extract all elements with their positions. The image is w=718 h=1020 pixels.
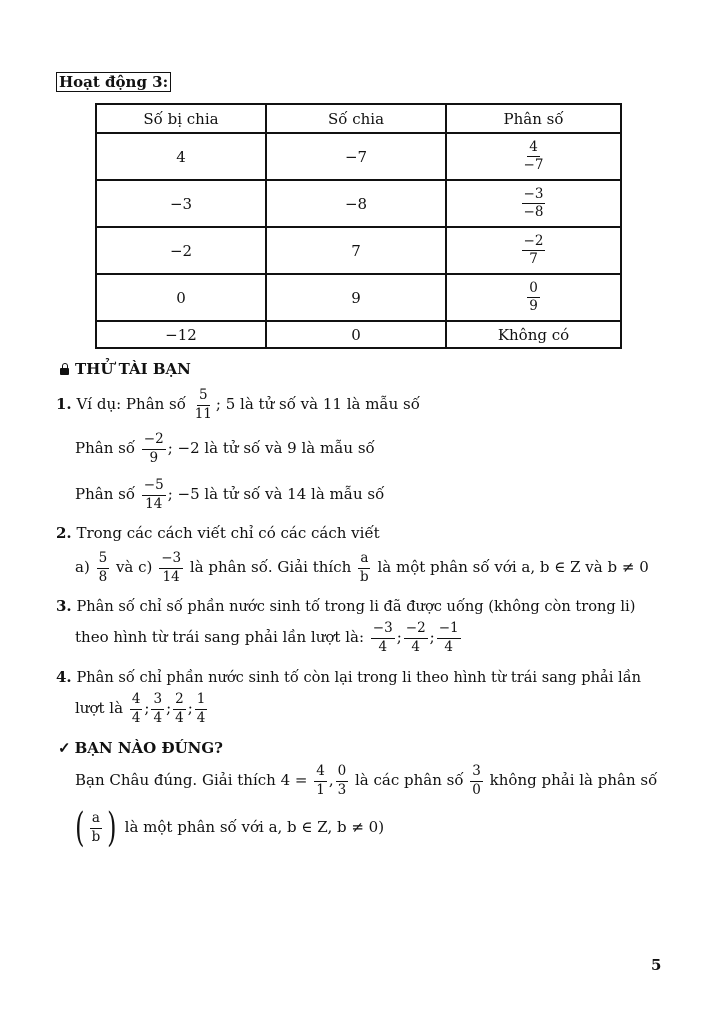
text: và c) bbox=[115, 558, 153, 576]
lock-icon bbox=[60, 363, 69, 375]
denominator: 3 bbox=[337, 781, 347, 798]
question-number: 3. bbox=[56, 597, 72, 615]
table-row bbox=[96, 274, 621, 321]
text: theo hình từ trái sang phải lần lượt là: bbox=[75, 628, 365, 646]
text: ; 5 là tử số và 11 là mẫu số bbox=[215, 395, 420, 413]
question-4-line-1 bbox=[56, 668, 641, 686]
numerator: −2 bbox=[522, 235, 546, 252]
fraction bbox=[130, 693, 143, 725]
question-number: 2. bbox=[56, 524, 72, 542]
denominator: 9 bbox=[529, 298, 538, 314]
numerator: −2 bbox=[142, 433, 166, 450]
denominator: 4 bbox=[411, 638, 421, 655]
fraction bbox=[358, 552, 371, 584]
denominator: 4 bbox=[131, 709, 141, 726]
denominator: −8 bbox=[523, 204, 544, 220]
question-2-line-2 bbox=[75, 552, 649, 584]
numerator: −3 bbox=[371, 622, 395, 639]
fraction bbox=[195, 693, 208, 725]
denominator: 4 bbox=[378, 638, 388, 655]
denominator: 4 bbox=[175, 709, 184, 726]
fraction bbox=[522, 138, 546, 173]
fraction bbox=[90, 812, 103, 844]
table-header-row bbox=[96, 104, 621, 133]
numerator: a bbox=[90, 812, 102, 829]
answer-line-1: Bạn Châu đúng. Giải thích 4 = $\frac{4}{1}$ , $\frac{0}{3}$ là các phân số $\frac{3}{0}$ không phải là phân số bbox=[75, 763, 658, 798]
question-3-line-2: theo hình từ trái sang phải lần lượt là: $\frac{-3}{4}$ ; $\frac{-2}{4}$ ; $\frac{-1}{4}$ bbox=[75, 620, 459, 655]
right-paren: ) bbox=[107, 805, 117, 851]
header-dividend: Số bị chia bbox=[96, 104, 266, 133]
numerator: −1 bbox=[437, 622, 461, 639]
fraction bbox=[193, 389, 214, 421]
text: Phân số chỉ số phần nước sinh tố trong li đã được uống (không còn trong li) bbox=[76, 598, 636, 615]
question-3-line-1 bbox=[56, 597, 635, 615]
fraction bbox=[522, 232, 546, 267]
text: Ví dụ: Phân số bbox=[76, 395, 186, 413]
denominator: 1 bbox=[316, 781, 325, 798]
text: là các phân số bbox=[354, 771, 464, 789]
numerator: −3 bbox=[159, 552, 183, 569]
fraction bbox=[522, 185, 546, 220]
denominator: 9 bbox=[149, 449, 159, 466]
denominator: 4 bbox=[444, 638, 453, 655]
cell-dividend: −12 bbox=[96, 321, 266, 348]
text: Trong các cách viết chỉ có các cách viết bbox=[76, 524, 380, 542]
cell-fraction-text: Không có bbox=[446, 321, 621, 348]
numerator: 0 bbox=[527, 282, 540, 299]
fraction bbox=[371, 622, 395, 654]
section-heading-try bbox=[60, 360, 191, 378]
cell-dividend: −2 bbox=[96, 227, 266, 274]
denominator: 11 bbox=[194, 405, 212, 422]
fraction bbox=[173, 693, 186, 725]
header-fraction: Phân số bbox=[446, 104, 621, 133]
text: Phân số bbox=[75, 439, 135, 457]
text: Bạn Châu đúng. Giải thích 4 = bbox=[75, 771, 308, 789]
question-2-line-1 bbox=[56, 524, 380, 542]
fraction bbox=[142, 479, 166, 511]
cell-dividend: −3 bbox=[96, 180, 266, 227]
fraction bbox=[159, 552, 183, 584]
left-paren: ( bbox=[75, 805, 85, 851]
numerator: −2 bbox=[404, 622, 428, 639]
fraction bbox=[142, 433, 166, 465]
denominator: b bbox=[91, 828, 101, 845]
answer-line-2 bbox=[72, 805, 385, 851]
cell-divisor: 9 bbox=[266, 274, 446, 321]
section-title: THỬ TÀI BẠN bbox=[75, 360, 191, 378]
text: ; −5 là tử số và 14 là mẫu số bbox=[167, 485, 385, 503]
denominator: −7 bbox=[523, 157, 544, 173]
text: là phân số. Giải thích bbox=[189, 558, 352, 576]
numerator: 4 bbox=[314, 765, 327, 782]
numerator: 4 bbox=[130, 693, 143, 710]
section-title: BẠN NÀO ĐÚNG? bbox=[74, 739, 223, 757]
fraction bbox=[314, 765, 327, 797]
cell-divisor: −7 bbox=[266, 133, 446, 180]
numerator: 5 bbox=[97, 552, 110, 569]
page-number: 5 bbox=[651, 956, 662, 974]
denominator: 8 bbox=[98, 568, 108, 585]
question-1-line-3 bbox=[75, 479, 384, 511]
text: là một phân số với a, b ∈ Z, b ≠ 0) bbox=[124, 818, 385, 836]
question-number: 1. bbox=[56, 395, 72, 413]
fraction bbox=[404, 622, 428, 654]
numerator: −3 bbox=[522, 188, 546, 205]
question-number: 4. bbox=[56, 668, 72, 686]
activity-title-text: Hoạt động 3: bbox=[56, 72, 171, 92]
denominator: 14 bbox=[162, 568, 180, 585]
denominator: b bbox=[360, 568, 369, 585]
denominator: 14 bbox=[145, 495, 163, 512]
activity-title bbox=[56, 73, 171, 91]
checkmark-icon: ✓ bbox=[58, 739, 71, 757]
numerator: 4 bbox=[527, 141, 540, 158]
denominator: 4 bbox=[153, 709, 163, 726]
table-row bbox=[96, 180, 621, 227]
cell-dividend: 0 bbox=[96, 274, 266, 321]
text: lượt là bbox=[75, 699, 124, 717]
division-table bbox=[95, 103, 622, 349]
fraction bbox=[336, 765, 349, 797]
numerator: 1 bbox=[195, 693, 208, 710]
text: không phải là phân số bbox=[489, 771, 658, 789]
text: là một phân số với a, b ∈ Z và b ≠ 0 bbox=[377, 558, 649, 576]
text: Phân số chỉ phần nước sinh tố còn lại trong li theo hình từ trái sang phải lần bbox=[76, 669, 642, 686]
fraction bbox=[97, 552, 110, 584]
question-1-line-1 bbox=[56, 389, 420, 421]
numerator: 5 bbox=[197, 389, 210, 406]
denominator: 4 bbox=[196, 709, 206, 726]
section-heading-who-is-right bbox=[58, 739, 223, 757]
numerator: 0 bbox=[336, 765, 349, 782]
denominator: 7 bbox=[529, 251, 538, 267]
header-divisor: Số chia bbox=[266, 104, 446, 133]
question-1-line-2 bbox=[75, 433, 375, 465]
denominator: 0 bbox=[472, 781, 481, 798]
fraction bbox=[470, 765, 483, 797]
numerator: 3 bbox=[151, 693, 164, 710]
cell-fraction bbox=[446, 180, 621, 227]
cell-fraction bbox=[446, 227, 621, 274]
numerator: 2 bbox=[173, 693, 186, 710]
fraction bbox=[437, 622, 461, 654]
cell-divisor: 0 bbox=[266, 321, 446, 348]
fraction bbox=[527, 279, 540, 314]
question-4-line-2: lượt là $\frac{4}{4}$ ; $\frac{3}{4}$ ; $\frac{2}{4}$ ; $\frac{1}{4}$ bbox=[75, 691, 206, 726]
cell-divisor: −8 bbox=[266, 180, 446, 227]
text: a) bbox=[75, 558, 90, 576]
text: ; −2 là tử số và 9 là mẫu số bbox=[167, 439, 375, 457]
table-row bbox=[96, 321, 621, 348]
cell-divisor: 7 bbox=[266, 227, 446, 274]
cell-fraction bbox=[446, 274, 621, 321]
table-row bbox=[96, 227, 621, 274]
cell-dividend: 4 bbox=[96, 133, 266, 180]
text: Phân số bbox=[75, 485, 135, 503]
numerator: 3 bbox=[470, 765, 483, 782]
cell-fraction bbox=[446, 133, 621, 180]
numerator: −5 bbox=[142, 479, 166, 496]
fraction bbox=[151, 693, 164, 725]
table-row bbox=[96, 133, 621, 180]
numerator: a bbox=[358, 552, 370, 569]
